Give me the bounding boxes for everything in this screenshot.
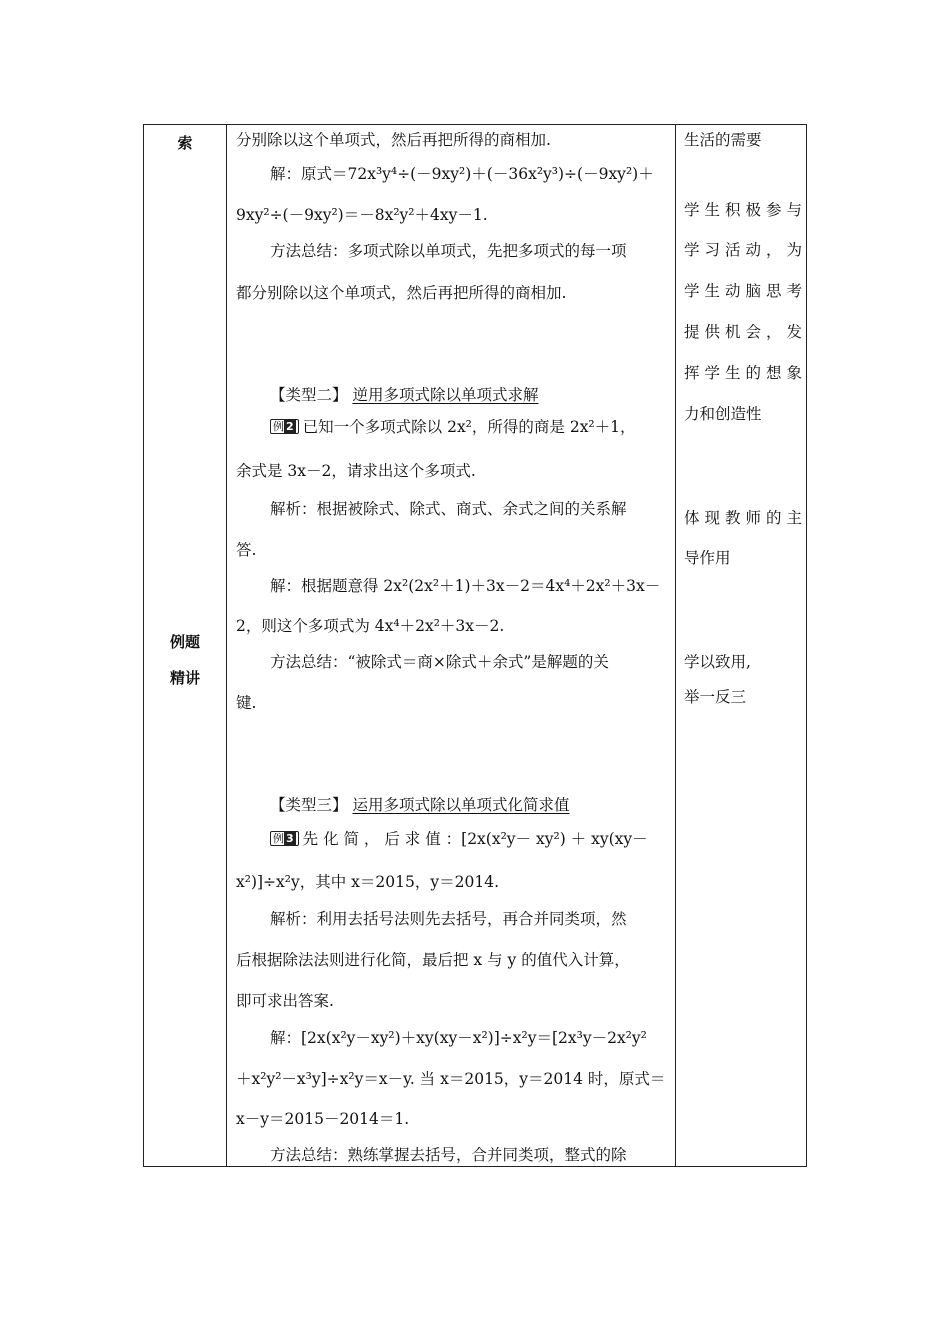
text-line: 方法总结：熟练掌握去括号，合并同类项，整式的除 [270,1146,627,1164]
type-heading-3 [270,795,569,815]
text-line: 解：原式＝72x³y⁴÷(－9xy²)＋(－36x²y³)÷(－9xy²)＋ [270,165,654,183]
text-line: 9xy²÷(－9xy²)＝－8x²y²＋4xy－1. [236,206,488,224]
type-heading-2 [270,385,538,405]
note-line: 学习活动，为 [684,241,808,259]
text-line: 答. [236,541,257,559]
note-line: 提供机会，发 [684,323,808,341]
text-line: 解：[2x(x²y－xy²)＋xy(xy－x²)]÷x²y＝[2x³y－2x²y² [270,1029,647,1047]
text-line: 后根据除法法则进行化简，最后把 x 与 y 的值代入计算， [236,951,630,969]
text-line: x²)]÷x²y，其中 x＝2015，y＝2014. [236,873,499,891]
note-line: 力和创造性 [684,405,762,423]
example-text: 先 化 简 ， 后 求 值 ：[2x(x²y－ xy²) ＋ xy(xy－ [302,830,648,848]
text-line: 解析：根据被除式、除式、商式、余式之间的关系解 [270,500,627,518]
note-line: 体现教师的主 [684,509,808,527]
note-line: 学生积极参与 [684,201,808,219]
section-label-column [144,125,226,1166]
text-line: 余式是 3x－2，请求出这个多项式. [236,462,476,480]
example-text: 已知一个多项式除以 2x²，所得的商是 2x²＋1， [302,418,636,436]
example-3-line [270,829,648,849]
example-2-line [270,417,636,437]
content-column [227,125,675,1166]
notes-column [676,125,806,1166]
text-line: 方法总结：多项式除以单项式，先把多项式的每一项 [270,242,627,260]
type-heading-bracket: 【类型二】 [270,386,348,404]
type-heading-title: 运用多项式除以单项式化简求值 [352,796,570,814]
example-badge: 例 3 [270,831,299,846]
note-line: 导作用 [684,549,731,567]
text-line: 分别除以这个单项式，然后再把所得的商相加. [236,131,551,149]
text-line: 都分别除以这个单项式，然后再把所得的商相加. [236,284,567,302]
section-label-top: 索 [177,134,193,152]
type-heading-title: 逆用多项式除以单项式求解 [352,386,539,404]
note-line: 举一反三 [684,688,747,706]
text-line: x－y＝2015－2014＝1. [236,1110,410,1128]
note-line: 学生动脑思考 [684,282,808,300]
text-line: 2，则这个多项式为 4x⁴＋2x²＋3x－2. [236,617,505,635]
section-label-line1: 例题 [169,633,200,651]
note-line: 学以致用, [684,653,751,671]
text-line: 键. [236,694,257,712]
text-line: 解析：利用去括号法则先去括号，再合并同类项，然 [270,910,627,928]
note-line: 生活的需要 [684,131,762,149]
text-line: ＋x²y²－x³y]÷x²y＝x－y. 当 x＝2015，y＝2014 时，原式＝ [236,1070,666,1088]
example-badge: 例 2 [270,419,299,434]
text-line: 即可求出答案. [236,992,334,1010]
lesson-table [143,124,807,1167]
text-line: 方法总结：“被除式＝商×除式＋余式”是解题的关 [270,653,609,671]
section-label-line2: 精讲 [169,669,200,687]
note-line: 挥学生的想象 [684,364,808,382]
type-heading-bracket: 【类型三】 [270,796,348,814]
text-line: 解：根据题意得 2x²(2x²＋1)＋3x－2＝4x⁴＋2x²＋3x－ [270,577,661,595]
